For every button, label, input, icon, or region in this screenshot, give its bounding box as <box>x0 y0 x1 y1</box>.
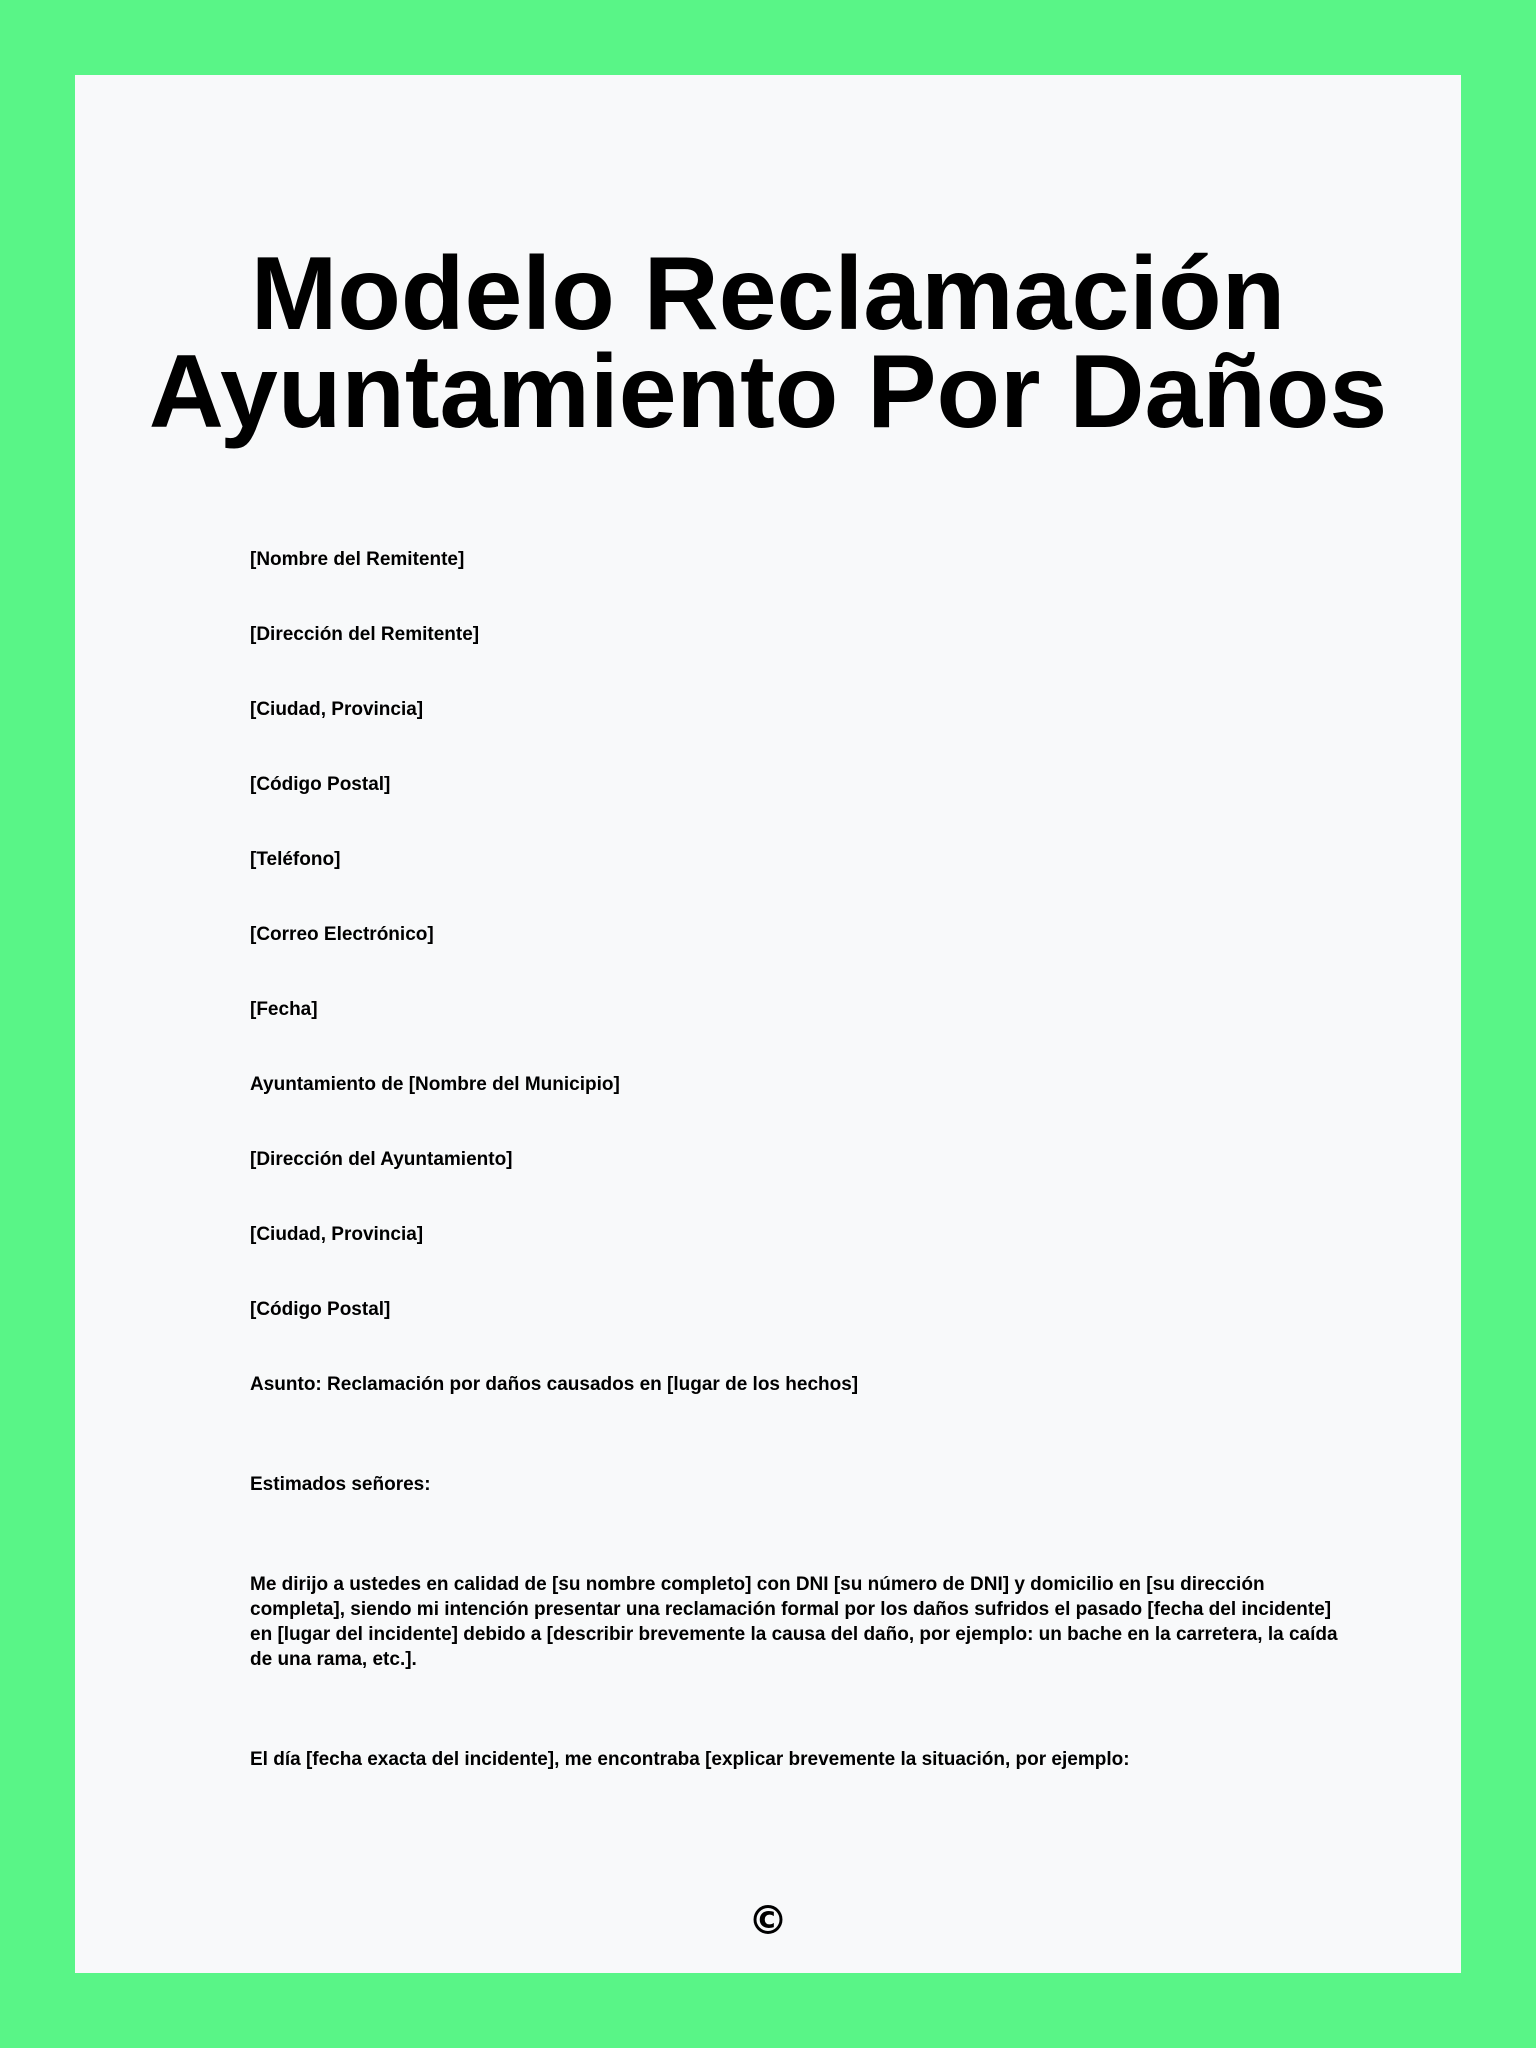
sender-phone: [Teléfono] <box>250 849 341 870</box>
title-line-2: Ayuntamiento Por Daños <box>148 334 1388 450</box>
greeting: Estimados señores: <box>250 1474 431 1495</box>
recipient-address: [Dirección del Ayuntamiento] <box>250 1149 513 1170</box>
paragraph-1: Me dirijo a ustedes en calidad de [su nombre completo] con DNI [su número de DNI] y domicilio en [su dirección completa], siendo mi intención presentar una reclamación formal por los daños sufridos el pasado [fecha del incidente] en [lugar del incidente] debido a [describir brevemente la causa del daño, por ejemplo: un bache en la carretera, la caída de una rama, etc.]. <box>250 1574 1338 1670</box>
recipient-block <box>250 1072 1350 1322</box>
sender-email: [Correo Electrónico] <box>250 924 434 945</box>
sender-block <box>250 547 1350 1022</box>
copyright-icon: © <box>748 1898 788 1944</box>
sender-postal-code: [Código Postal] <box>250 774 391 795</box>
sender-city: [Ciudad, Provincia] <box>250 699 424 720</box>
document-title <box>75 236 1461 450</box>
sender-name: [Nombre del Remitente] <box>250 549 465 570</box>
sender-date: [Fecha] <box>250 999 318 1020</box>
sender-address: [Dirección del Remitente] <box>250 624 480 645</box>
letter-body <box>250 547 1350 1772</box>
subject-line: Asunto: Reclamación por daños causados en [lugar de los hechos] <box>250 1374 859 1395</box>
paragraph-2: El día [fecha exacta del incidente], me encontraba [explicar brevemente la situación, por ejemplo: <box>250 1749 1130 1770</box>
recipient-postal-code: [Código Postal] <box>250 1299 391 1320</box>
title-line-1: Modelo Reclamación <box>250 236 1286 352</box>
recipient-name: Ayuntamiento de [Nombre del Municipio] <box>250 1074 620 1095</box>
document-page <box>75 75 1461 1973</box>
recipient-city: [Ciudad, Provincia] <box>250 1224 424 1245</box>
